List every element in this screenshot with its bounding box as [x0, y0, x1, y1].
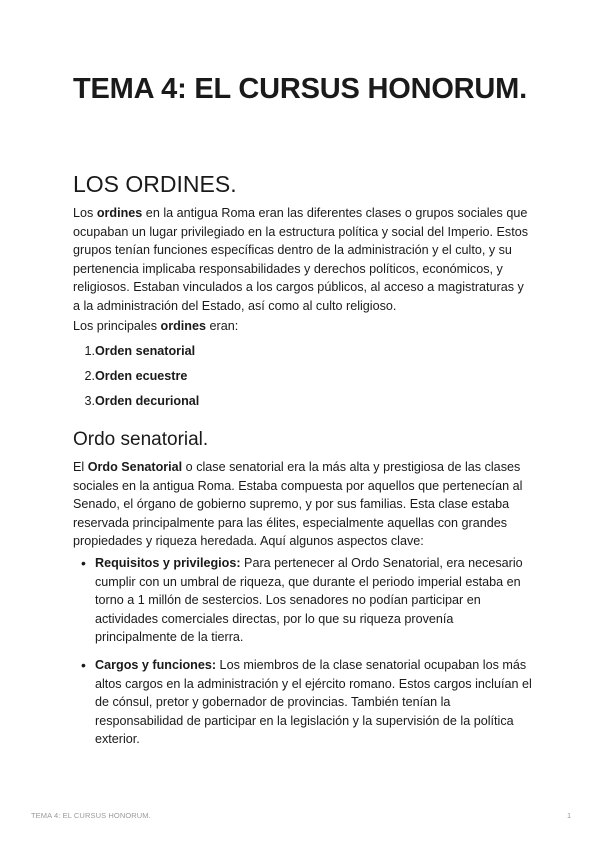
- ordines-intro-paragraph: [73, 204, 533, 316]
- section-heading-ordo-senatorial: Ordo senatorial.: [73, 429, 209, 450]
- list-item: [73, 656, 533, 749]
- paragraph-text: o clase senatorial era la más alta y prestigiosa de las clases sociales en la antigua Roma. Estaba compuesta por aquellos que pertenecían al Senado, el órgano de gobierno supremo, y por sus familias. Esta clase estaba reservada principalmente para las élites, especialmente aquellas con grandes propiedades y riqueza heredada. Aquí algunos aspectos clave:: [73, 460, 523, 549]
- list-item-label: Orden decurional: [95, 394, 200, 408]
- aspect-title: Cargos y funciones:: [95, 657, 217, 672]
- bold-term: ordines: [96, 206, 143, 220]
- aspect-body: [95, 656, 533, 749]
- paragraph-text: Los: [73, 206, 97, 220]
- aspect-title: Requisitos y privilegios:: [95, 556, 241, 570]
- aspect-text: Los miembros de la clase senatorial ocupaban los más altos cargos en la administración y el ejército romano. Estos cargos incluían el de cónsul, pretor y gobernador de provincias. También tenían la responsabilidad de participar en la legislación y la supervisión de la política exterior.: [95, 657, 532, 747]
- ordo-senatorial-paragraph: [73, 458, 533, 551]
- paragraph-text: en la antigua Roma eran las diferentes clases o grupos sociales que ocupaban un lugar privilegiado en la estructura política y social del Imperio. Estos grupos tenían funciones específicas dentro de la administración y el culto, y su pertenencia implicaba responsabilidades y derechos políticos, económicos, y religiosos. Estaban vinculados a los cargos públicos, al acceso a magistraturas y a la administración del Estado, así como al culto religioso.: [73, 206, 529, 313]
- bullet-icon: •: [81, 555, 86, 571]
- document-title: TEMA 4: EL CURSUS HONORUM.: [73, 73, 527, 105]
- list-number: 2.: [84, 369, 95, 383]
- list-item: [73, 367, 199, 392]
- bold-term: ordines: [160, 319, 207, 333]
- footer-title: TEMA 4: EL CURSUS HONORUM.: [31, 811, 151, 820]
- list-item: [73, 342, 199, 367]
- aspects-list: [73, 554, 533, 758]
- section-heading-ordines: LOS ORDINES.: [73, 171, 237, 197]
- ordines-list: [73, 342, 199, 417]
- page-number: 1: [567, 811, 572, 820]
- bullet-icon: •: [81, 656, 86, 673]
- principal-ordines-paragraph: [73, 317, 533, 336]
- aspect-text: Para pertenecer al Ordo Senatorial, era necesario cumplir con un umbral de riqueza, que durante el periodo imperial estaba en torno a 1 millón de sestercios. Los senadores no podían participar en actividades comerciales directas, por lo que su riqueza provenía principalmente de la tierra.: [95, 556, 523, 645]
- list-item-label: Orden ecuestre: [95, 369, 188, 383]
- list-item: [73, 392, 199, 417]
- list-item: [73, 554, 533, 647]
- list-number: 3.: [84, 394, 95, 408]
- aspect-body: [95, 554, 533, 647]
- paragraph-text: Los principales: [73, 319, 161, 333]
- bold-term: Ordo Senatorial: [87, 460, 183, 474]
- list-item-label: Orden senatorial: [95, 344, 196, 358]
- paragraph-text: El: [73, 460, 88, 474]
- paragraph-text: eran:: [206, 319, 239, 333]
- list-number: 1.: [84, 344, 95, 358]
